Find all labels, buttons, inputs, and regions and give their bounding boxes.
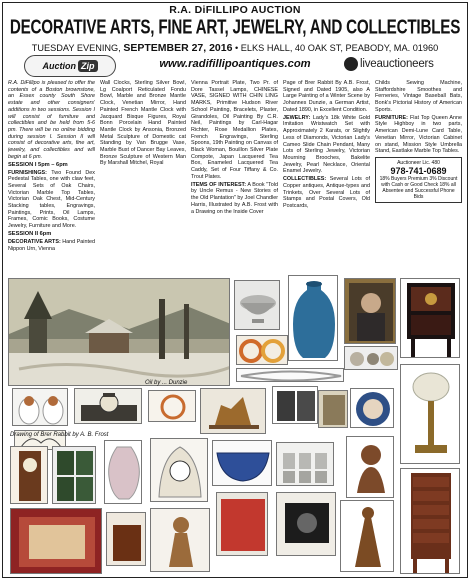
- liveauctioneers-logo[interactable]: liveauctioneers: [344, 57, 434, 71]
- column-3-text: Vienna Portrait Plate, Two Pr. of Dore Tassel Lamps, CHINESE VASE, SIGNED WITH CHIN LING MARKS, Primitive Hudson River School Painting, Bracelets, Plaster, Girandoles, Oil Painting By C.R. Neil, Paintings by Carl-Hagar Richter, Rose Medallion Plates, French Engravings, Sterling Spoons, 19th Painting on Canvas of Black Woman, Bouillon Silver Plate Compote, Japan Lacquered Tea Box, Enameled Lacquered Tea Caddy, Set of Four Tiffany & Co. Trout Plates.: [191, 80, 278, 180]
- drawing-caption: Drawing of Brer Rabbit by A. B. Frost: [10, 432, 109, 438]
- column-3: [191, 80, 278, 276]
- furniture-lead: FURNITURE:: [375, 114, 408, 121]
- terms-text: 18% Buyers Premium 3% Discount with Cash or Good Check 18% all Absentee and Successful Phone Bids: [379, 175, 458, 200]
- highboy-photo: [400, 468, 460, 574]
- wall-clock-photo: [10, 446, 48, 504]
- figurine-photo: [340, 500, 394, 572]
- session-1-title: SESSION I 5pm – 6pm: [8, 161, 68, 168]
- winter-scene-painting: [8, 278, 230, 386]
- blue-vase-photo: [288, 275, 338, 361]
- silver-cups-photo: [276, 442, 334, 486]
- painting-caption: Oil by ... Dunzie: [145, 380, 188, 386]
- jewelry-lead: JEWELRY:: [283, 114, 311, 121]
- stamp-album-photo: [216, 492, 268, 556]
- silver-bowl-photo: [234, 280, 280, 330]
- staffordshire-dogs-photo: [12, 388, 68, 426]
- rug-photo: [10, 508, 102, 574]
- date-location: [0, 42, 470, 54]
- decorative-arts-text: Hand Painted Nippon Urn, Vienna: [8, 238, 95, 252]
- session-2-title: SESSION II 6pm: [8, 231, 52, 238]
- dore-lamp-photo: [400, 364, 460, 464]
- sculpture-photo: [150, 508, 210, 572]
- copper-items-photo: [148, 390, 196, 422]
- column-2-text: Wall Clocks, Sterling Silver Bowl, Lg Coalport Reticulated Fondu Bowl, Marble and Bronze Mantle Clock, Venetian Mirror, Hand Painted French Mantle Clock with Jacquard Bisque Figures, Royal Bonn Porcelain Hand Painted Mantle Clock by Ansonia, Bronzed Metal Sculpture of Domestic cat Standing by Van Brugge Vase, Marble Bust of Dancer Bay Leaves, Bronze Sculpture of Western Man By Marshall Mitchel, Royal: [100, 80, 186, 167]
- nippon-urn-photo: [104, 440, 142, 504]
- contact-box: [375, 157, 462, 203]
- collectibles-lead: COLLECTIBLES:: [283, 176, 327, 183]
- auctionzip-logo[interactable]: Auction Zip: [24, 55, 116, 77]
- column-5-text: Childs Sewing Machine, Staffordshire Smoothes and Ferneries, Vintage Baseball Bats, Bonk's Pictorial History of American Sports.: [375, 80, 462, 113]
- portrait-painting: [344, 278, 396, 344]
- lacquer-cabinet-photo: [400, 278, 460, 358]
- auctioneer-name: R.A. DiFILLIPO AUCTION: [169, 4, 301, 16]
- column-4: [283, 80, 370, 276]
- auction-location: • ELKS HALL, 40 OAK ST, PEABODY, MA. 01960: [235, 43, 439, 53]
- vintage-items-photo: [276, 492, 336, 556]
- porcelain-clock-photo: [150, 438, 208, 502]
- live-logo-icon: [344, 57, 358, 71]
- portrait-frames-photo: [318, 390, 348, 428]
- mantle-clock-photo: [74, 388, 142, 424]
- date-prefix: TUESDAY EVENING,: [31, 43, 121, 53]
- bronze-sculpture-photo: [200, 388, 266, 434]
- column-2: [100, 80, 186, 276]
- bracelets-photo: [236, 335, 288, 365]
- intro-text: R.A. DiFillipo is pleased to offer the contents of a Boston brownstone, an Essex county South Shore estate and other consigners' additions in two sessions. Session I will consist of furniture and collectibles and be held from 5-6 pm. There will be no online bidding during session I. Session II will consist of decorative arts, fine art, jewelry, and collectibles and will begin at 6 pm.: [8, 80, 95, 160]
- furnishings-text: Two Found Dex Pedestal Tables, one with claw feet, Several Sets of Oak Chairs, Victorian Marble Top Tables, Victorian Oak Chest, Mid-Century Stacking tables, Engravings, Paintings, Prints, Oil Lamps, Frames, Comic Books, Costume Jewelry, Furniture and More.: [8, 169, 95, 230]
- engravings-photo: [52, 446, 96, 504]
- license-text: Auctioneer Lic. 480: [397, 159, 440, 166]
- furniture-text: Flat Top Queen Anne Style Highboy in two parts, American Demi-Lune Card Table, Venetian Mirror, Victorian Cabinet on stand, Mission Style Umbrella Stand, Eastlake Marble Top Tables.: [375, 114, 462, 155]
- jewelry-text: Lady's 18k White Gold Imitation Wristwatch Set with Approximately 2 Karats, or Slightly Less of Diamonds, Victorian Lady's Cameo Slide Chain Pendant, Many Lots of Sterling Jewelry, Victorian Mourning Brooches, Bakelite Jewelry, Pearl Necklace, Oriental Enamel Jewelry.: [283, 114, 370, 175]
- portrait-plate-photo: [350, 388, 394, 428]
- auction-title: DECORATIVE ARTS, FINE ART, JEWELRY, AND COLLECTIBLES: [9, 16, 461, 39]
- blue-bowl-photo: [212, 440, 272, 486]
- jewelry-pieces-photo: [344, 346, 398, 370]
- listing-columns: [8, 80, 462, 276]
- column-5: [375, 80, 462, 276]
- auction-date: SEPTEMBER 27, 2016: [123, 42, 233, 54]
- lacquer-box-photo: [106, 512, 146, 566]
- column-1: [8, 80, 95, 276]
- items-interest-lead: ITEMS OF INTEREST:: [191, 181, 247, 188]
- marble-bust-photo: [346, 436, 394, 498]
- column-4-text: Page of Brer Rabbit By A.B. Frost, Signed and Dated 1905, also A Large Painting of a Winter Scene by Johannes Dunzie, a German Artist, Dated 1890, in Excellent Condition.: [283, 80, 370, 113]
- collectibles-text: Several Lots of Copper antiques, Antique-types and Trinkets, Over Several Lots of Stamps and Postal Covers, Old Postcards,: [283, 176, 370, 210]
- chain-bracelet-photo: [236, 368, 344, 382]
- items-interest-text: A Book "Told by Uncle Remus - New Stories of the Old Plantation" by Joel Chandler Harris, Illustrated by A.B. Frost with a Drawing on the Inside Cover: [191, 181, 278, 215]
- phone-number: 978-741-0689: [390, 165, 447, 176]
- decorative-arts-lead: DECORATIVE ARTS:: [8, 238, 61, 245]
- victorian-mirror-photo: [272, 386, 318, 424]
- furnishings-lead: FURNISHINGS:: [8, 169, 47, 176]
- website-link[interactable]: www.radifillipoantiques.com: [159, 58, 311, 70]
